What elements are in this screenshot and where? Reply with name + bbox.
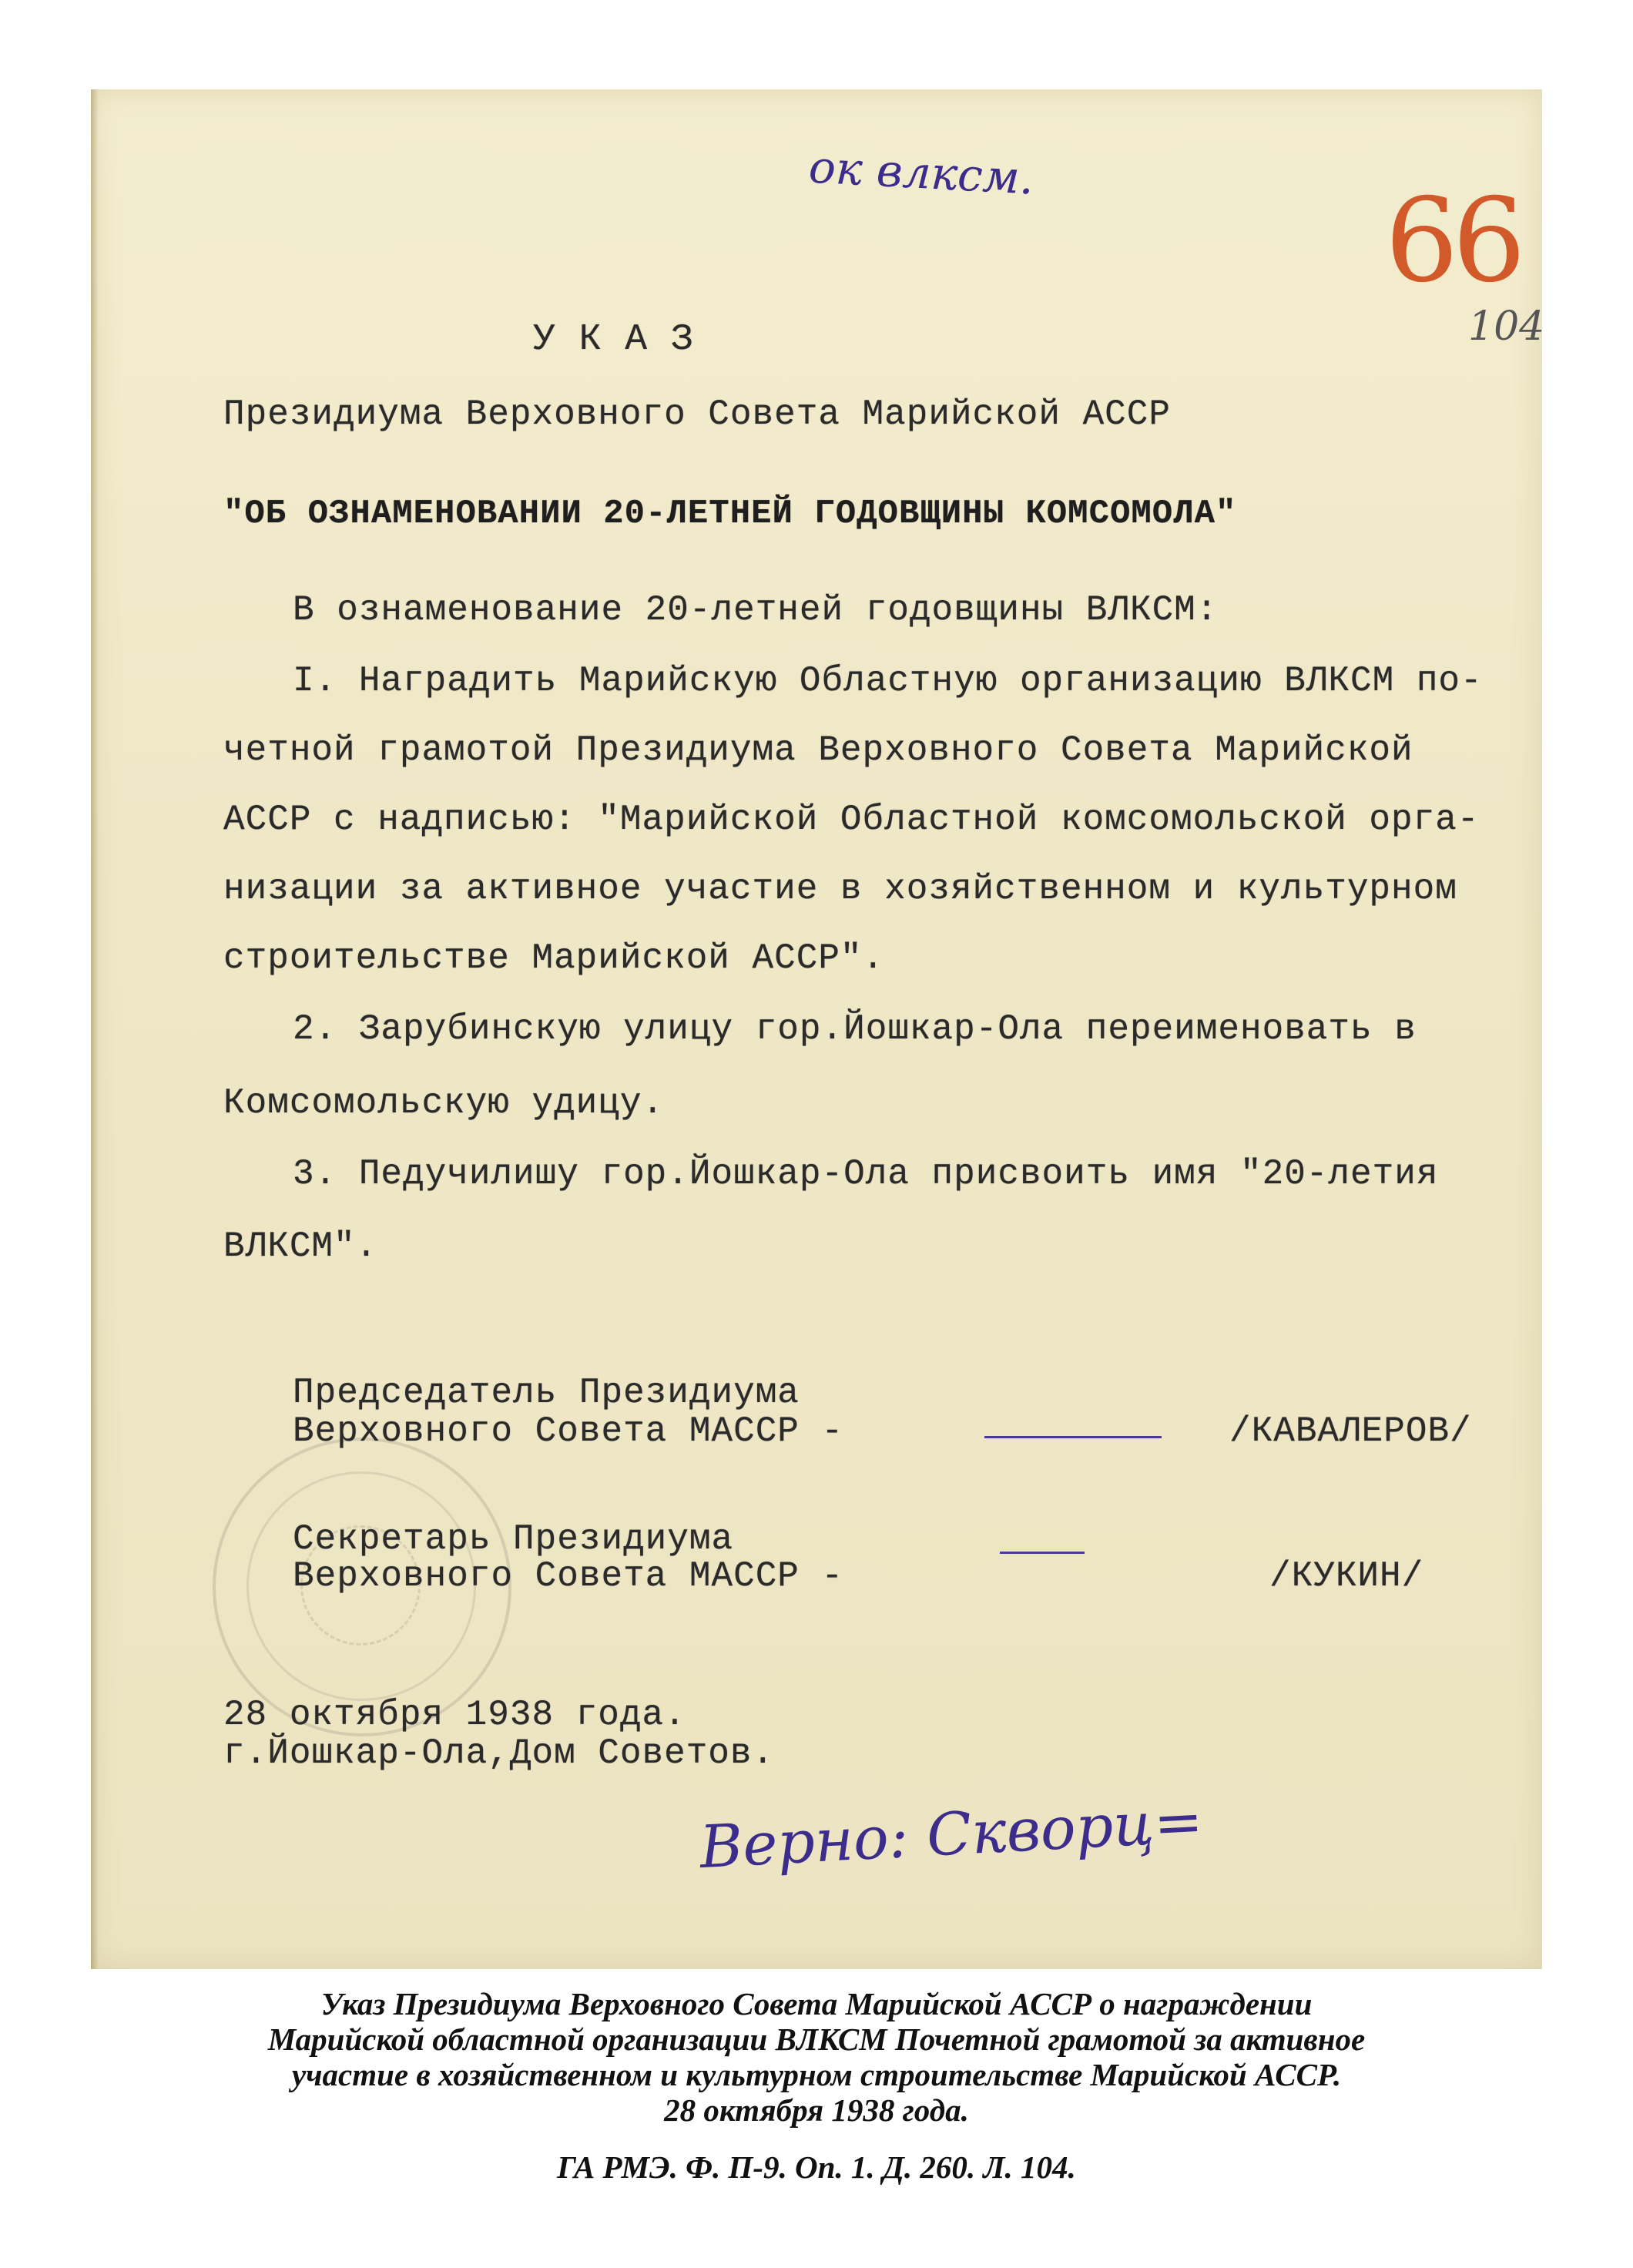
caption-line: 28 октября 1938 года. xyxy=(664,2092,969,2128)
body-line: 3. Педучилишу гор.Йошкар-Ола присвоить имя "20-летия xyxy=(293,1154,1439,1194)
signature-stroke xyxy=(1000,1552,1085,1554)
page-number-small: 104 xyxy=(1468,304,1545,350)
body-line: низации за активное участие в хозяйственном и культурном xyxy=(223,869,1457,909)
signature-role: Верховного Совета МАССР - xyxy=(293,1411,844,1451)
caption-line: Указ Президиума Верховного Совета Марийской АССР о награждении xyxy=(320,1986,1313,2021)
signature-role: Секретарь Президиума xyxy=(293,1519,734,1559)
document-sheet xyxy=(91,89,1545,1969)
decree-title: У К А З xyxy=(533,319,694,361)
body-line: АССР с надписью: "Марийской Областной комсомольской орга- xyxy=(223,800,1480,840)
signature-name: /КАВАЛЕРОВ/ xyxy=(1229,1411,1472,1451)
body-line: четной грамотой Президиума Верховного Совета Марийской xyxy=(223,730,1413,770)
signature-name: /КУКИН/ xyxy=(1269,1556,1424,1596)
body-line: Комсомольскую удицу. xyxy=(223,1083,665,1123)
decree-intro: В ознаменование 20-летней годовщины ВЛКСМ: xyxy=(293,590,1219,630)
decree-date: 28 октября 1938 года. xyxy=(223,1695,686,1735)
signature-stroke xyxy=(984,1436,1162,1438)
decree-place: г.Йошкар-Ола,Дом Советов. xyxy=(223,1733,775,1773)
decree-subject: "ОБ ОЗНАМЕНОВАНИИ 20-ЛЕТНЕЙ ГОДОВЩИНЫ КОМСОМОЛА" xyxy=(223,495,1237,533)
decree-issuer: Президиума Верховного Совета Марийской АССР xyxy=(223,394,1171,434)
body-line: 2. Зарубинскую улицу гор.Йошкар-Ола переименовать в xyxy=(293,1009,1417,1049)
signature-role: Верховного Совета МАССР - xyxy=(293,1556,844,1596)
signature-role: Председатель Президиума xyxy=(293,1373,800,1413)
body-line: строительстве Марийской АССР". xyxy=(223,938,885,978)
handwritten-top-note: ок влксм. xyxy=(807,140,1035,205)
caption-line: Марийской областной организации ВЛКСМ Почетной грамотой за активное xyxy=(267,2021,1366,2057)
body-line: ВЛКСМ". xyxy=(223,1226,378,1267)
body-line: I. Наградить Марийскую Областную организацию ВЛКСМ по- xyxy=(293,661,1483,701)
caption-line: участие в хозяйственном и культурном строительстве Марийской АССР. xyxy=(291,2057,1342,2092)
certification-handwritten: Верно: Скворц= xyxy=(698,1786,1205,1882)
page-number-main: 66 xyxy=(1385,174,1520,308)
archive-reference: ГА РМЭ. Ф. П-9. Оп. 1. Д. 260. Л. 104. xyxy=(557,2149,1076,2185)
